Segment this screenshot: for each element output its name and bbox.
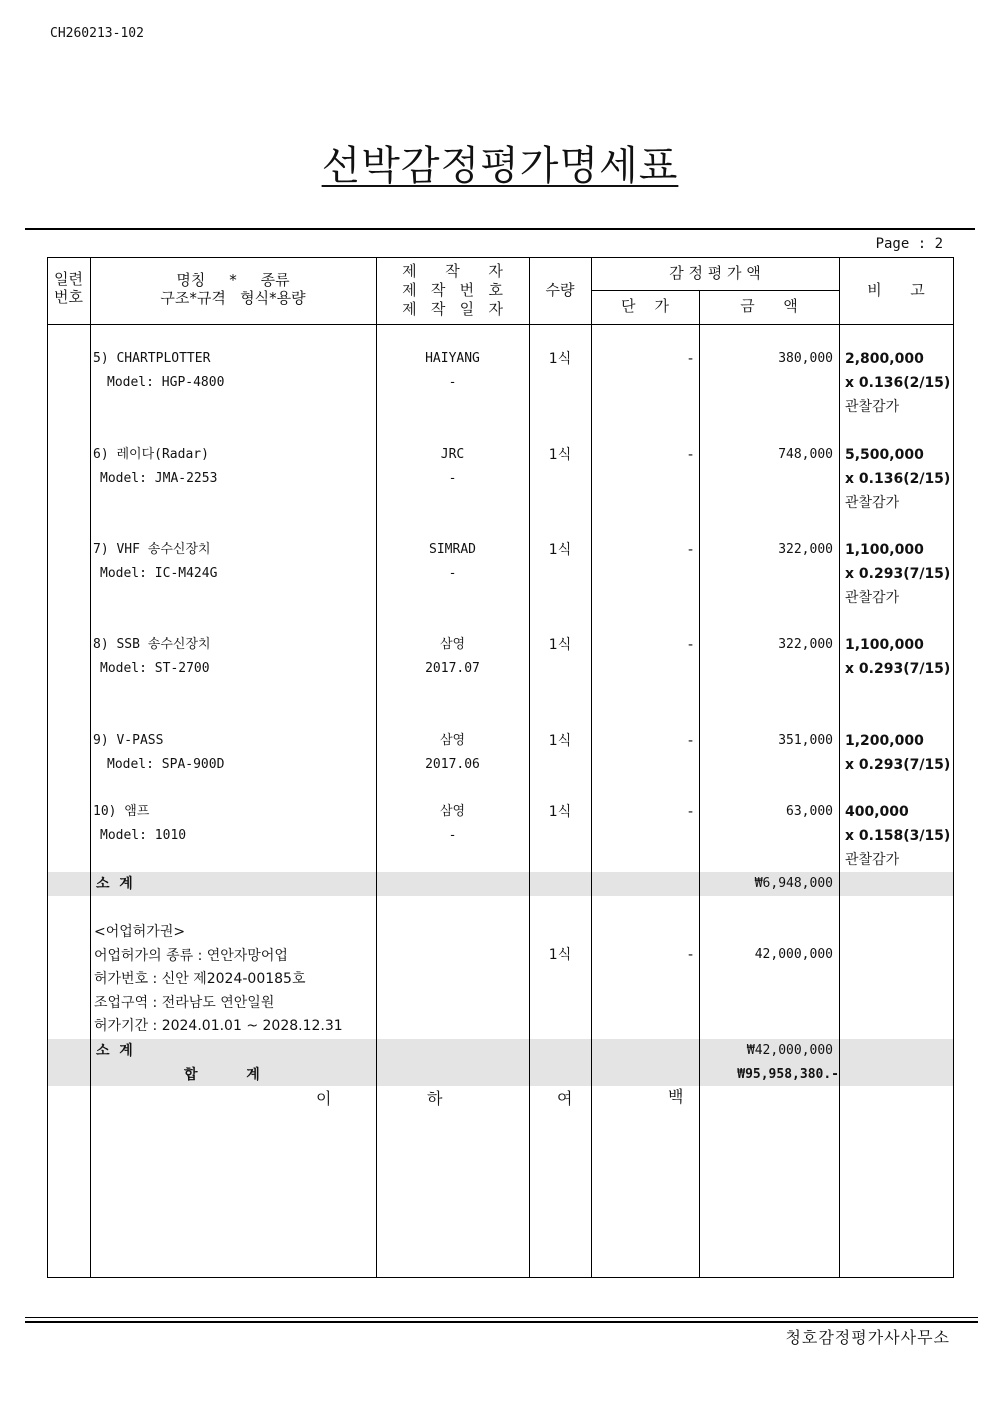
closing-char-3: 여 (557, 1089, 573, 1108)
item-name: 8) SSB 송수신장치 (93, 637, 211, 652)
subtotal2-label: 소 계 (96, 1043, 133, 1059)
total-label: 합 계 (184, 1067, 260, 1083)
item-name: 10) 앰프 (93, 804, 150, 819)
item-serial: - (448, 828, 457, 843)
header-amount: 금 액 (740, 297, 798, 315)
item-remark-factor: x 0.158(3/15) (845, 828, 951, 844)
license-block: <어업허가권> 어업허가의 종류 : 연안자망어업 허가번호 : 신안 제2024-00185호 조업구역 : 전라남도 연안일원 허가기간 : 2024.01.01 ~ 2028.12.31 (94, 924, 343, 1034)
item-remark-note: 관찰감가 (845, 495, 900, 511)
footer-office: 청호감정평가사사무소 (785, 1328, 950, 1347)
license-amount: 42,000,000 (754, 947, 833, 962)
item-unit-price: - (687, 542, 693, 558)
item-unit-price: - (687, 804, 693, 820)
item-qty: 1식 (548, 351, 572, 367)
total-amount: ₩95,958,380.- (737, 1067, 839, 1082)
bottom-rule-2 (25, 1321, 978, 1323)
closing-char-2: 하 (427, 1089, 443, 1108)
top-rule (25, 228, 975, 230)
item-name: 7) VHF 송수신장치 (93, 542, 211, 557)
item-maker: SIMRAD (429, 542, 476, 557)
bottom-rule-1 (25, 1317, 978, 1318)
item-qty: 1식 (548, 637, 572, 653)
header-maker: 제 작 자 제 작 번 호 제 작 일 자 (402, 262, 503, 318)
header-appraisal-group: 감 정 평 가 액 (669, 264, 761, 282)
item-model: Model: ST-2700 (100, 661, 210, 676)
item-maker: JRC (440, 447, 465, 462)
page-title: 선박감정평가명세표 (321, 143, 679, 189)
header-name: 명칭 * 종류 구조*규격 형식*용량 (160, 271, 306, 307)
license-qty: 1식 (548, 947, 572, 963)
item-qty: 1식 (548, 447, 572, 463)
item-amount: 322,000 (778, 637, 833, 652)
item-amount: 322,000 (778, 542, 833, 557)
item-amount: 380,000 (778, 351, 833, 366)
item-qty: 1식 (548, 733, 572, 749)
item-model: Model: JMA-2253 (100, 471, 218, 486)
header-unit-price: 단 가 (620, 297, 670, 315)
item-remark-base: 1,100,000 (845, 637, 924, 653)
header-serial: 일련 번호 (54, 270, 83, 306)
item-name: 6) 레이다(Radar) (93, 447, 209, 462)
subtotal1-label: 소 계 (96, 876, 133, 892)
item-qty: 1식 (548, 804, 572, 820)
page-number: Page : 2 (875, 236, 943, 252)
item-model: Model: SPA-900D (107, 757, 225, 772)
item-serial: - (448, 375, 457, 390)
subtotal2-amount: ₩42,000,000 (746, 1043, 833, 1058)
item-serial: 2017.07 (425, 661, 480, 676)
item-qty: 1식 (548, 542, 572, 558)
header-qty: 수량 (545, 281, 575, 299)
item-remark-note: 관찰감가 (845, 399, 900, 415)
closing-char-4: 백 (668, 1087, 684, 1106)
item-unit-price: - (687, 351, 693, 367)
item-name: 9) V-PASS (93, 733, 164, 748)
item-model: Model: IC-M424G (100, 566, 218, 581)
item-remark-note: 관찰감가 (845, 590, 900, 606)
item-serial: - (448, 471, 457, 486)
item-serial: - (448, 566, 457, 581)
item-amount: 351,000 (778, 733, 833, 748)
item-serial: 2017.06 (425, 757, 480, 772)
item-name: 5) CHARTPLOTTER (93, 351, 211, 366)
item-maker: 삼영 (439, 637, 466, 652)
item-model: Model: HGP-4800 (107, 375, 225, 390)
item-remark-factor: x 0.293(7/15) (845, 566, 951, 582)
item-remark-factor: x 0.293(7/15) (845, 661, 951, 677)
item-maker: 삼영 (439, 733, 466, 748)
item-remark-base: 1,100,000 (845, 542, 924, 558)
item-remark-base: 2,800,000 (845, 351, 924, 367)
item-maker: HAIYANG (425, 351, 480, 366)
item-remark-base: 1,200,000 (845, 733, 924, 749)
document-id: CH260213-102 (50, 26, 144, 41)
item-remark-base: 5,500,000 (845, 447, 924, 463)
item-unit-price: - (687, 447, 693, 463)
item-unit-price: - (687, 637, 693, 653)
item-remark-factor: x 0.136(2/15) (845, 375, 951, 391)
item-remark-factor: x 0.293(7/15) (845, 757, 951, 773)
subtotal1-amount: ₩6,948,000 (754, 876, 833, 891)
item-unit-price: - (687, 733, 693, 749)
item-maker: 삼영 (439, 804, 466, 819)
item-amount: 748,000 (778, 447, 833, 462)
item-remark-base: 400,000 (845, 804, 909, 820)
item-model: Model: 1010 (100, 828, 187, 843)
header-remark: 비 고 (867, 281, 925, 299)
item-remark-note: 관찰감가 (845, 852, 900, 868)
item-amount: 63,000 (786, 804, 833, 819)
license-unit: - (687, 947, 693, 963)
closing-char-1: 이 (316, 1089, 332, 1108)
item-remark-factor: x 0.136(2/15) (845, 471, 951, 487)
